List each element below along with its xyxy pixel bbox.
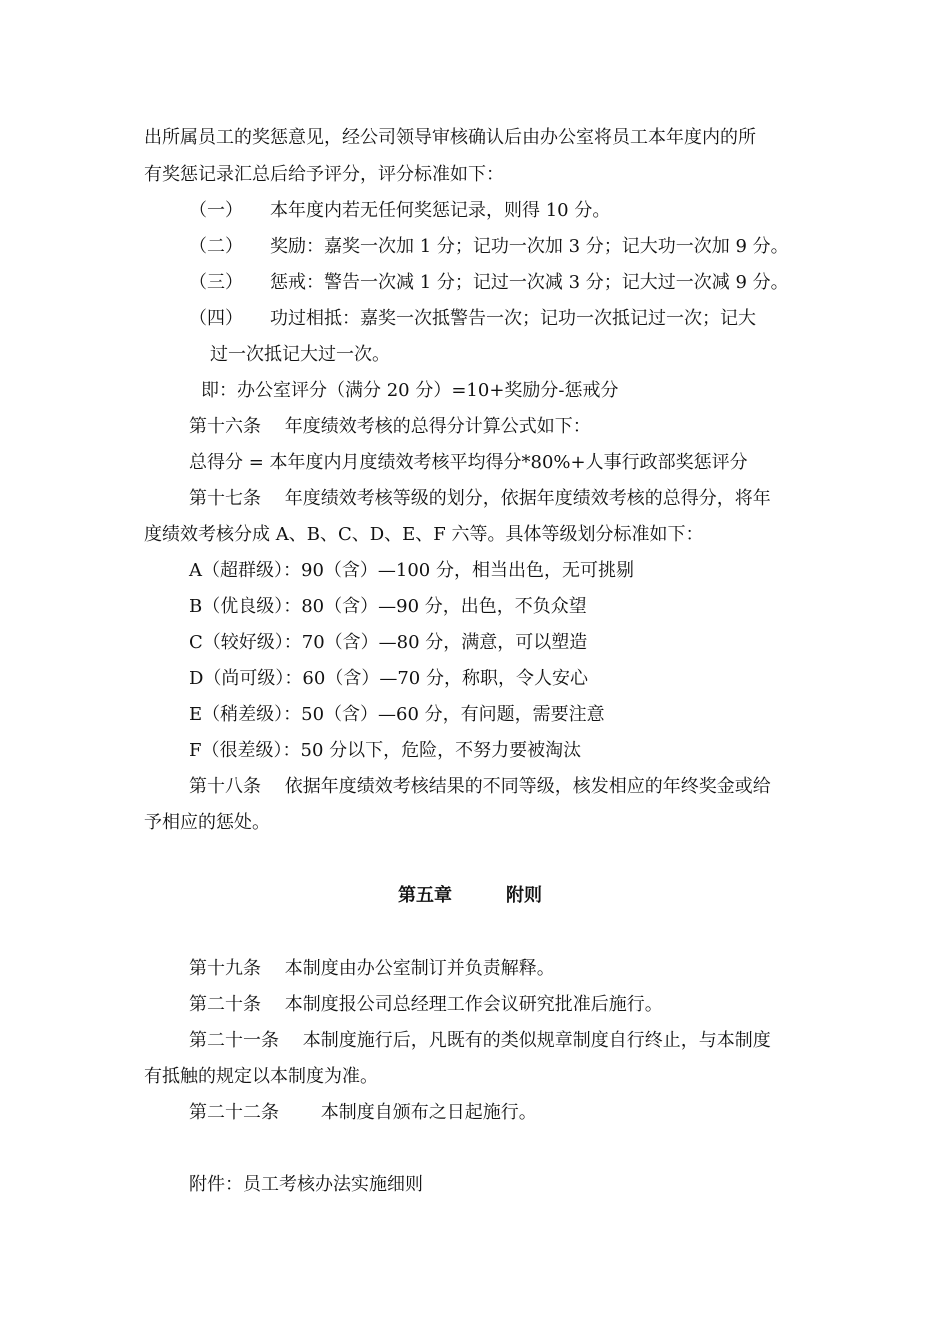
article-17: 第十七条 年度绩效考核等级的划分，依据年度绩效考核的总得分，将年 — [189, 488, 771, 509]
criteria-item-2: （二） 奖励：嘉奖一次加 1 分；记功一次加 3 分；记大功一次加 9 分。 — [189, 236, 789, 257]
article-19: 第十九条 本制度由办公室制订并负责解释。 — [189, 958, 555, 979]
criteria-item-4: （四） 功过相抵：嘉奖一次抵警告一次；记功一次抵记过一次；记大 — [189, 308, 756, 329]
article-21-continued: 有抵触的规定以本制度为准。 — [144, 1066, 378, 1087]
grade-a: A（超群级）：90（含）—100 分，相当出色，无可挑剔 — [189, 560, 634, 581]
criteria-item-1: （一） 本年度内若无任何奖惩记录，则得 10 分。 — [189, 200, 611, 221]
article-20: 第二十条 本制度报公司总经理工作会议研究批准后施行。 — [189, 994, 663, 1015]
article-18: 第十八条 依据年度绩效考核结果的不同等级，核发相应的年终奖金或给 — [189, 776, 771, 797]
article-22: 第二十二条 本制度自颁布之日起施行。 — [189, 1102, 537, 1123]
criteria-item-3: （三） 惩戒：警告一次减 1 分；记过一次减 3 分；记大过一次减 9 分。 — [189, 272, 789, 293]
grade-d: D（尚可级）：60（含）—70 分，称职，令人安心 — [189, 668, 588, 689]
article-18-continued: 予相应的惩处。 — [144, 812, 270, 833]
grade-f: F（很差级）：50 分以下，危险，不努力要被淘汰 — [189, 740, 582, 761]
chapter-heading: 第五章 附则 — [398, 885, 542, 906]
attachment-note: 附件：员工考核办法实施细则 — [189, 1174, 423, 1195]
article-17-continued: 度绩效考核分成 A、B、C、D、E、F 六等。具体等级划分标准如下： — [144, 524, 704, 545]
grade-c: C（较好级）：70（含）—80 分，满意，可以塑造 — [189, 632, 588, 653]
paragraph-line: 有奖惩记录汇总后给予评分，评分标准如下： — [144, 164, 504, 185]
article-21: 第二十一条 本制度施行后，凡既有的类似规章制度自行终止，与本制度 — [189, 1030, 771, 1051]
grade-e: E（稍差级）：50（含）—60 分，有问题，需要注意 — [189, 704, 605, 725]
paragraph-line: 出所属员工的奖惩意见，经公司领导审核确认后由办公室将员工本年度内的所 — [144, 127, 756, 148]
article-16: 第十六条 年度绩效考核的总得分计算公式如下： — [189, 416, 591, 437]
total-score-formula: 总得分 = 本年度内月度绩效考核平均得分*80%+人事行政部奖惩评分 — [189, 452, 748, 473]
criteria-item-4-continued: 过一次抵记大过一次。 — [210, 344, 390, 365]
score-formula: 即：办公室评分（满分 20 分）=10+奖励分-惩戒分 — [201, 380, 619, 401]
grade-b: B（优良级）：80（含）—90 分，出色，不负众望 — [189, 596, 587, 617]
